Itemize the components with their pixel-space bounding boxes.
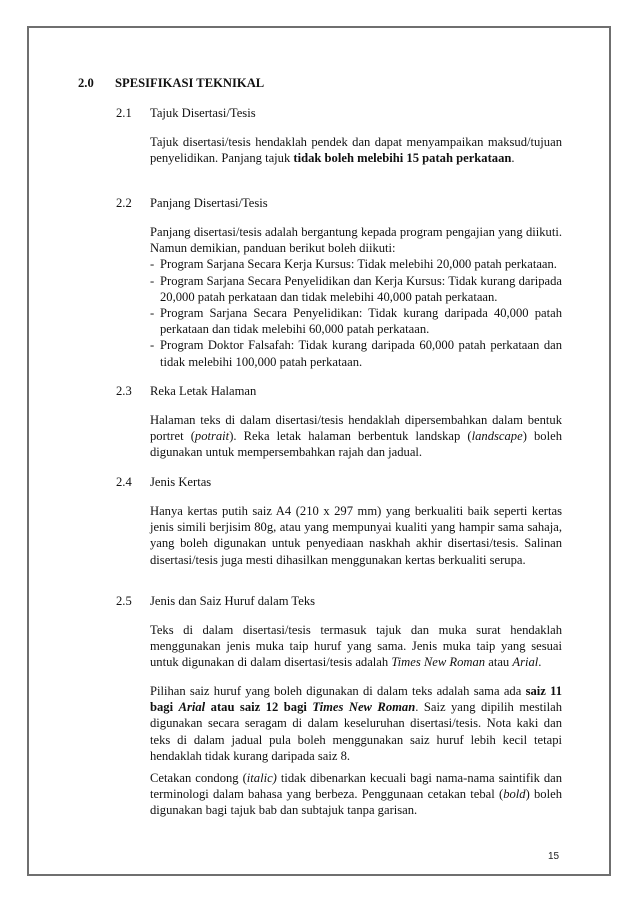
list-item: - Program Sarjana Secara Penyelidikan: Tidak kurang daripada 40,000 patah perkataan dan tidak melebihi 60,000 patah perkataan. bbox=[150, 305, 562, 337]
subsection-2-5-para-2 bbox=[150, 683, 562, 764]
section-heading bbox=[78, 75, 558, 91]
subsection-2-4-body bbox=[150, 503, 562, 568]
list-item: - Program Sarjana Secara Kerja Kursus: Tidak melebihi 20,000 patah perkataan. bbox=[150, 256, 562, 272]
subsection-title: Tajuk Disertasi/Tesis bbox=[150, 106, 256, 120]
subsection-2-1-heading bbox=[116, 105, 576, 121]
paragraph: Tajuk disertasi/tesis hendaklah pendek dan dapat menyampaikan maksud/tujuan penyelidikan. Panjang tajuk tidak boleh melebihi 15 patah perkataan. bbox=[150, 135, 562, 166]
subsection-title: Reka Letak Halaman bbox=[150, 384, 257, 398]
page-number: 15 bbox=[548, 851, 560, 862]
subsection-number: 2.4 bbox=[116, 475, 132, 489]
subsection-2-1-body bbox=[150, 134, 562, 166]
subsection-title: Jenis Kertas bbox=[150, 475, 212, 489]
program-length-list bbox=[150, 256, 562, 369]
subsection-number: 2.2 bbox=[116, 196, 132, 210]
subsection-number: 2.3 bbox=[116, 384, 132, 398]
subsection-2-2-body bbox=[150, 224, 562, 370]
subsection-title: Panjang Disertasi/Tesis bbox=[150, 196, 268, 210]
section-heading-title: SPESIFIKASI TEKNIKAL bbox=[115, 76, 265, 90]
subsection-title: Jenis dan Saiz Huruf dalam Teks bbox=[150, 594, 316, 608]
subsection-2-4-heading bbox=[116, 474, 576, 490]
subsection-2-3-body bbox=[150, 412, 562, 461]
list-item: - Program Doktor Falsafah: Tidak kurang daripada 60,000 patah perkataan dan tidak melebihi 100,000 patah perkataan. bbox=[150, 337, 562, 369]
paragraph: Teks di dalam disertasi/tesis termasuk tajuk dan muka surat hendaklah menggunakan jenis muka taip huruf yang sama. Jenis muka taip yang sesuai untuk digunakan di dalam disertasi/tesis adalah Times New Roman atau Arial. bbox=[150, 623, 562, 670]
list-item: - Program Sarjana Secara Penyelidikan dan Kerja Kursus: Tidak kurang daripada 20,000 patah perkataan dan tidak melebihi 40,000 patah perkataan. bbox=[150, 273, 562, 305]
paragraph: Panjang disertasi/tesis adalah bergantung kepada program pengajian yang diikuti. Namun demikian, panduan berikut boleh diikuti: bbox=[150, 225, 562, 256]
paragraph: Halaman teks di dalam disertasi/tesis hendaklah dipersembahkan dalam bentuk portret (potrait). Reka letak halaman berbentuk landskap (landscape) boleh digunakan untuk mempersembahkan rajah dan jadual. bbox=[150, 413, 562, 460]
section-heading-number: 2.0 bbox=[78, 76, 94, 90]
subsection-2-5-heading bbox=[116, 593, 576, 609]
subsection-number: 2.1 bbox=[116, 106, 132, 120]
subsection-2-5-para-1 bbox=[150, 622, 562, 671]
subsection-number: 2.5 bbox=[116, 594, 132, 608]
subsection-2-5-para-3 bbox=[150, 770, 562, 819]
paragraph: Hanya kertas putih saiz A4 (210 x 297 mm) yang berkualiti baik seperti kertas jenis simili berjisim 80g, atau yang mempunyai kualiti yang hampir sama sahaja, yang boleh digunakan untuk penyediaan naskhah akhir disertasi/tesis. Salinan disertasi/tesis juga mesti dihasilkan menggunakan kertas berkualiti serupa. bbox=[150, 504, 562, 567]
subsection-2-3-heading bbox=[116, 383, 576, 399]
paragraph: Cetakan condong (italic) tidak dibenarkan kecuali bagi nama-nama saintifik dan terminologi dalam bahasa yang berbeza. Penggunaan cetakan tebal (bold) boleh digunakan bagi tajuk bab dan subtajuk tanpa garisan. bbox=[150, 771, 563, 818]
subsection-2-2-heading bbox=[116, 195, 576, 211]
paragraph: Pilihan saiz huruf yang boleh digunakan di dalam teks adalah sama ada saiz 11 bagi Arial atau saiz 12 bagi Times New Roman. Saiz yang dipilih mestilah digunakan secara seragam di dalam keseluruhan disertasi/tesis. Nota kaki dan teks di dalam jadual pula boleh menggunakan saiz huruf lebih kecil tetapi hendaklah tidak kurang daripada saiz 8. bbox=[150, 684, 563, 763]
